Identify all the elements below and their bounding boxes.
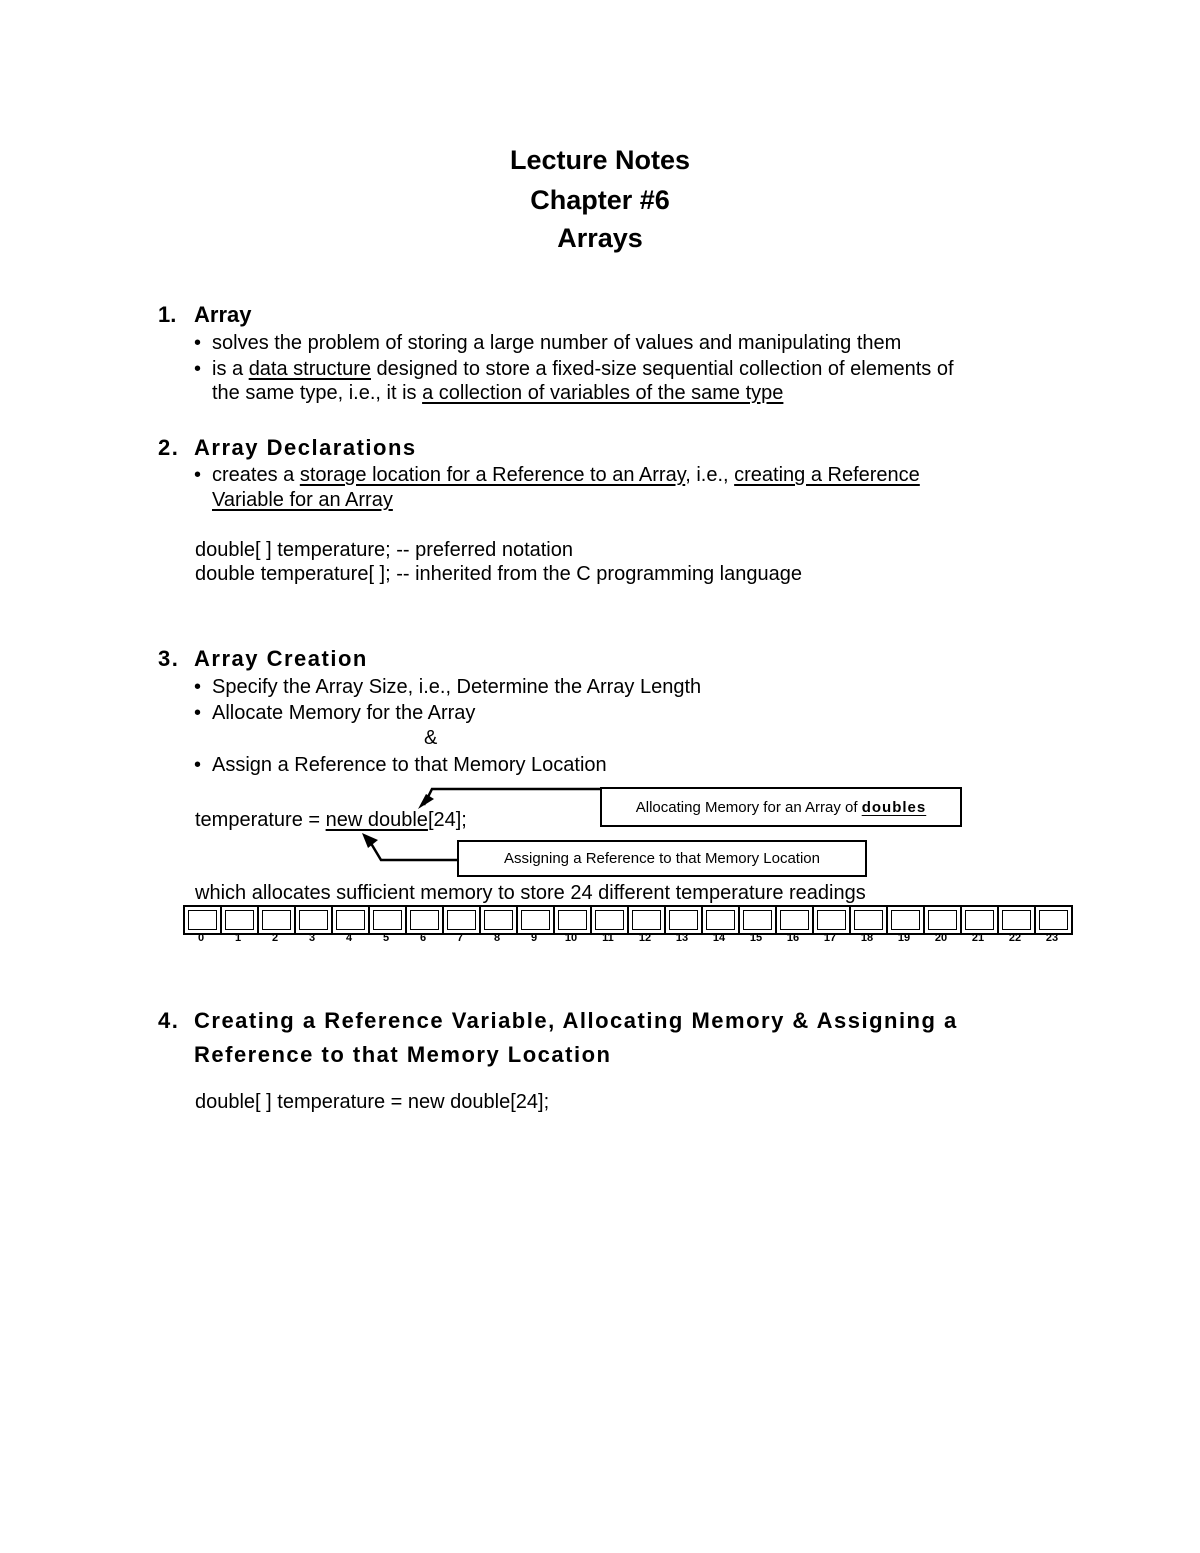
- array-index-label: 5: [382, 932, 390, 944]
- array-cell: [664, 905, 703, 935]
- section-3-bullet-1: • Specify the Array Size, i.e., Determine the Array Length: [196, 676, 701, 699]
- section-number: 3.: [158, 646, 180, 671]
- array-index-label: 6: [419, 932, 427, 944]
- allocation-description: which allocates sufficient memory to store 24 different temperature readings: [195, 882, 866, 904]
- array-cell: [923, 905, 962, 935]
- array-cell: [738, 905, 777, 935]
- array-index-label: 21: [971, 932, 985, 944]
- arrow-to-temperature: [369, 840, 457, 860]
- doc-topic: Arrays: [557, 223, 643, 253]
- arrow-to-new-double: [424, 789, 600, 805]
- arrowhead-1: [418, 794, 434, 809]
- array-cell: [553, 905, 592, 935]
- callout-allocating-memory: Allocating Memory for an Array of doubles: [600, 787, 962, 827]
- section-title: Array Declarations: [194, 435, 417, 460]
- array-index-label: 11: [602, 932, 614, 944]
- array-index-label: 1: [234, 932, 242, 944]
- underlined-term: creating a Reference: [734, 464, 920, 486]
- underlined-term: data structure: [248, 358, 371, 380]
- array-index-label: 8: [493, 932, 501, 944]
- doc-chapter: Chapter #6: [530, 185, 670, 215]
- section-4-heading: [158, 1008, 958, 1034]
- array-cell: [701, 905, 740, 935]
- underlined-term: storage location for a Reference to an Array: [299, 464, 686, 486]
- array-index-label: 18: [860, 932, 874, 944]
- section-1-bullet-2: • is a data structure designed to store a fixed-size sequential collection of elements of: [196, 358, 954, 381]
- array-index-label: 3: [308, 932, 316, 944]
- section-2-bullet-1: • creates a storage location for a Reference to an Array, i.e., creating a Reference: [196, 464, 920, 487]
- array-index-label: 2: [271, 932, 279, 944]
- section-1-bullet-2-cont: the same type, i.e., it is a collection of variables of the same type: [212, 382, 784, 404]
- array-index-label: 10: [564, 932, 578, 944]
- array-cells: [183, 905, 1071, 935]
- array-cell: [368, 905, 407, 935]
- array-cell: [590, 905, 629, 935]
- code-line-creation: temperature = new double[24];: [195, 809, 467, 831]
- array-cell: [997, 905, 1036, 935]
- array-cell: [775, 905, 814, 935]
- array-cell: [405, 905, 444, 935]
- array-index-label: 12: [638, 932, 652, 944]
- underlined-term: a collection of variables of the same type: [422, 382, 784, 404]
- array-cell: [294, 905, 333, 935]
- underlined-term: new double: [325, 809, 428, 831]
- array-index-label: 9: [530, 932, 538, 944]
- array-index-label: 20: [934, 932, 948, 944]
- section-title: Creating a Reference Variable, Allocating Memory & Assigning a: [194, 1008, 958, 1033]
- array-cell: [331, 905, 370, 935]
- array-cell: [627, 905, 666, 935]
- array-cell: [960, 905, 999, 935]
- array-index-label: 4: [345, 932, 353, 944]
- doc-title: Lecture Notes: [509, 145, 691, 175]
- array-cell: [479, 905, 518, 935]
- arrowhead-2: [362, 833, 378, 848]
- ampersand: &: [424, 727, 438, 749]
- array-index-label: 23: [1045, 932, 1059, 944]
- section-1-bullet-1: • solves the problem of storing a large number of values and manipulating them: [196, 332, 901, 355]
- section-number: 1.: [158, 302, 177, 327]
- array-index-label: 22: [1008, 932, 1022, 944]
- section-title: Array: [194, 302, 252, 327]
- code-line-combined: double[ ] temperature = new double[24];: [195, 1091, 550, 1113]
- code-line-preferred: double[ ] temperature; -- preferred notation: [195, 539, 573, 561]
- array-index-label: 14: [712, 932, 726, 944]
- section-number: 4.: [158, 1008, 180, 1033]
- array-cell: [183, 905, 222, 935]
- array-cell: [257, 905, 296, 935]
- array-index-label: 7: [456, 932, 464, 944]
- array-index-label: 15: [749, 932, 763, 944]
- array-index-label: 0: [197, 932, 205, 944]
- array-cell: [849, 905, 888, 935]
- section-3-bullet-2: • Allocate Memory for the Array: [196, 702, 475, 725]
- section-3-bullet-3: • Assign a Reference to that Memory Location: [196, 754, 607, 777]
- array-index-label: 16: [786, 932, 800, 944]
- array-cell: [1034, 905, 1073, 935]
- array-cell: [442, 905, 481, 935]
- array-cell: [812, 905, 851, 935]
- code-line-c-style: double temperature[ ]; -- inherited from the C programming language: [195, 563, 802, 585]
- array-cell: [886, 905, 925, 935]
- array-index-label: 19: [897, 932, 911, 944]
- section-title: Array Creation: [194, 646, 368, 671]
- callout-assigning-reference: Assigning a Reference to that Memory Location: [457, 840, 867, 877]
- array-cell: [516, 905, 555, 935]
- section-number: 2.: [158, 435, 180, 460]
- array-index-label: 17: [823, 932, 837, 944]
- array-cell: [220, 905, 259, 935]
- array-index-label: 13: [675, 932, 689, 944]
- underlined-term: Variable for an Array: [212, 489, 393, 511]
- section-4-heading-cont: Reference to that Memory Location: [194, 1042, 612, 1067]
